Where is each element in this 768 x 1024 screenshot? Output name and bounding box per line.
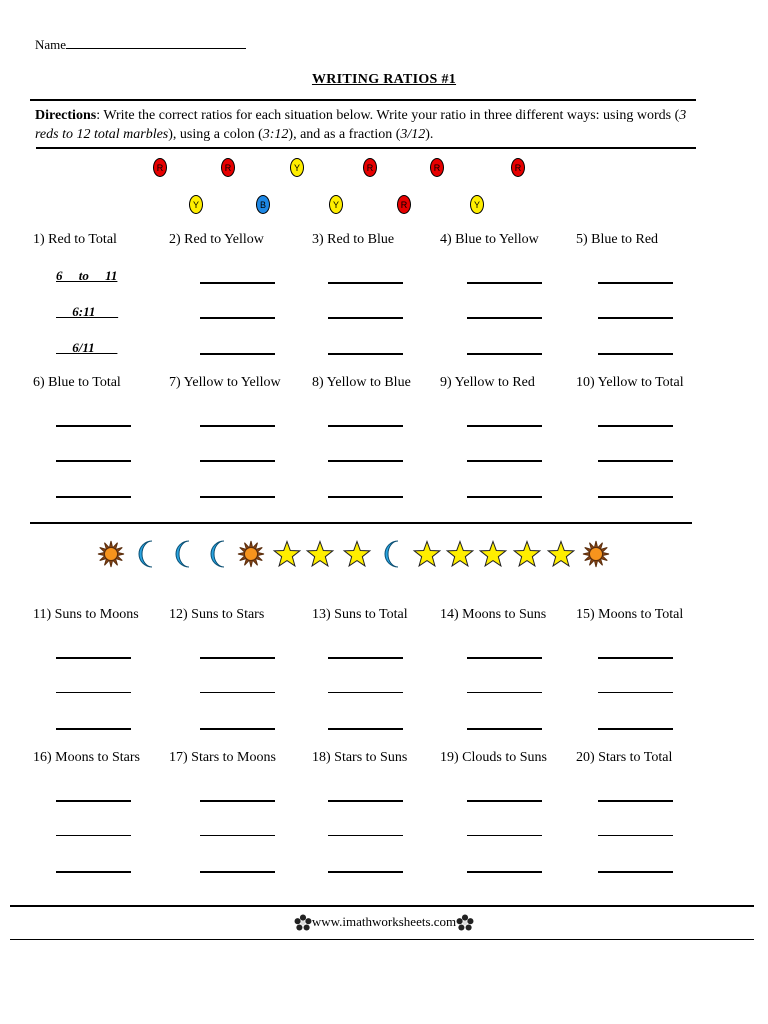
answer-blank[interactable] (56, 871, 131, 873)
answer-blank[interactable] (598, 317, 673, 319)
moon-icon (130, 538, 160, 570)
star-icon (342, 538, 372, 570)
answer-blank[interactable] (467, 692, 542, 693)
footer (0, 914, 768, 932)
flower-icon (456, 914, 474, 932)
star-icon (512, 538, 542, 570)
name-label: Name (35, 37, 67, 52)
question-label: 10) Yellow to Total (576, 375, 684, 390)
divider-footer-bottom (10, 939, 754, 940)
answer-blank[interactable] (56, 800, 131, 802)
example-answer-colon: 6:11 (56, 304, 119, 319)
answer-blank[interactable] (56, 657, 131, 659)
answer-blank[interactable] (598, 282, 673, 284)
answer-blank[interactable] (598, 657, 673, 659)
directions-example-fraction: 3/12 (400, 127, 426, 142)
question-label: 20) Stars to Total (576, 750, 673, 765)
answer-blank[interactable] (328, 657, 403, 659)
divider-directions (36, 147, 696, 149)
moon-icon (202, 538, 232, 570)
example-answer-fraction: 6/11 (56, 340, 118, 355)
answer-blank[interactable] (598, 353, 673, 355)
answer-blank[interactable] (200, 353, 275, 355)
directions (35, 106, 705, 144)
marble: R (221, 158, 235, 177)
answer-blank[interactable] (328, 353, 403, 355)
answer-blank[interactable] (200, 657, 275, 659)
question-label: 18) Stars to Suns (312, 750, 408, 765)
name-field (35, 36, 246, 53)
answer-blank[interactable] (467, 871, 542, 873)
star-icon (412, 538, 442, 570)
marble: Y (470, 195, 484, 214)
answer-blank[interactable] (467, 353, 542, 355)
directions-example-words: 3 reds to 12 total marbles (35, 108, 687, 142)
star-icon (478, 538, 508, 570)
marble: R (397, 195, 411, 214)
sun-icon (581, 538, 611, 570)
star-icon (445, 538, 475, 570)
answer-blank[interactable] (467, 496, 542, 498)
answer-blank[interactable] (598, 496, 673, 498)
marble: Y (329, 195, 343, 214)
answer-blank[interactable] (328, 728, 403, 730)
answer-blank[interactable] (56, 728, 131, 730)
moon-icon (167, 538, 197, 570)
question-label: 2) Red to Yellow (169, 232, 264, 247)
question-label: 7) Yellow to Yellow (169, 375, 281, 390)
flower-icon (294, 914, 312, 932)
answer-blank[interactable] (598, 835, 673, 836)
question-label: 16) Moons to Stars (33, 750, 140, 765)
answer-blank[interactable] (56, 692, 131, 693)
answer-blank[interactable] (598, 425, 673, 427)
marble: Y (189, 195, 203, 214)
example-answer-words: 6 to 11 (56, 268, 118, 283)
question-label: 15) Moons to Total (576, 607, 684, 622)
question-label: 6) Blue to Total (33, 375, 121, 390)
star-icon (305, 538, 335, 570)
directions-text: ). (425, 127, 434, 142)
question-label: 4) Blue to Yellow (440, 232, 539, 247)
answer-blank[interactable] (56, 460, 131, 462)
divider-footer-top (10, 905, 754, 907)
question-label: 9) Yellow to Red (440, 375, 535, 390)
marble: R (363, 158, 377, 177)
answer-blank[interactable] (328, 835, 403, 836)
answer-blank[interactable] (200, 460, 275, 462)
moon-icon (376, 538, 406, 570)
answer-blank[interactable] (328, 692, 403, 693)
answer-blank[interactable] (598, 692, 673, 693)
question-label: 17) Stars to Moons (169, 750, 276, 765)
question-label: 1) Red to Total (33, 232, 117, 247)
answer-blank[interactable] (200, 800, 275, 802)
directions-example-colon: 3:12 (262, 127, 289, 142)
answer-blank[interactable] (200, 317, 275, 319)
answer-blank[interactable] (56, 496, 131, 498)
answer-blank[interactable] (467, 728, 542, 730)
marble: Y (290, 158, 304, 177)
marble: R (153, 158, 167, 177)
answer-blank[interactable] (328, 425, 403, 427)
answer-blank[interactable] (328, 871, 403, 873)
answer-blank[interactable] (467, 317, 542, 319)
question-label: 3) Red to Blue (312, 232, 395, 247)
directions-text: ), and as a fraction ( (288, 127, 401, 142)
answer-blank[interactable] (467, 835, 542, 836)
answer-blank[interactable] (467, 282, 542, 284)
directions-text: : Write the correct ratios for each situation below. Write your ratio in three different ways: using words ( (96, 108, 680, 123)
answer-blank[interactable] (328, 496, 403, 498)
answer-blank[interactable] (328, 317, 403, 319)
marble: R (430, 158, 444, 177)
answer-blank[interactable] (200, 425, 275, 427)
answer-blank[interactable] (467, 800, 542, 802)
answer-blank[interactable] (598, 460, 673, 462)
answer-blank[interactable] (56, 425, 131, 427)
answer-blank[interactable] (467, 460, 542, 462)
answer-blank[interactable] (328, 460, 403, 462)
question-label: 13) Suns to Total (312, 607, 408, 622)
question-label: 12) Suns to Stars (169, 607, 265, 622)
answer-blank[interactable] (200, 728, 275, 730)
marble: B (256, 195, 270, 214)
marble: R (511, 158, 525, 177)
answer-blank[interactable] (598, 800, 673, 802)
answer-blank[interactable] (200, 282, 275, 284)
answer-blank[interactable] (467, 425, 542, 427)
answer-blank[interactable] (467, 657, 542, 659)
star-icon (272, 538, 302, 570)
name-blank[interactable] (66, 36, 246, 49)
star-icon (546, 538, 576, 570)
answer-blank[interactable] (200, 496, 275, 498)
sun-icon (236, 538, 266, 570)
question-label: 8) Yellow to Blue (312, 375, 411, 390)
answer-blank[interactable] (328, 800, 403, 802)
page-title: WRITING RATIOS #1 (311, 72, 457, 87)
divider-top (30, 99, 696, 101)
question-label: 19) Clouds to Suns (440, 750, 547, 765)
question-label: 5) Blue to Red (576, 232, 659, 247)
answer-blank[interactable] (598, 728, 673, 730)
answer-blank[interactable] (328, 282, 403, 284)
answer-blank[interactable] (200, 871, 275, 873)
footer-url[interactable]: www.imathworksheets.com (311, 914, 457, 929)
sun-icon (96, 538, 126, 570)
directions-lead: Directions (35, 108, 97, 123)
answer-blank[interactable] (56, 835, 131, 836)
directions-text: ), using a colon ( (168, 127, 263, 142)
answer-blank[interactable] (200, 835, 275, 836)
question-label: 14) Moons to Suns (440, 607, 547, 622)
answer-blank[interactable] (598, 871, 673, 873)
divider-middle (30, 522, 692, 524)
answer-blank[interactable] (200, 692, 275, 693)
question-label: 11) Suns to Moons (33, 607, 139, 622)
